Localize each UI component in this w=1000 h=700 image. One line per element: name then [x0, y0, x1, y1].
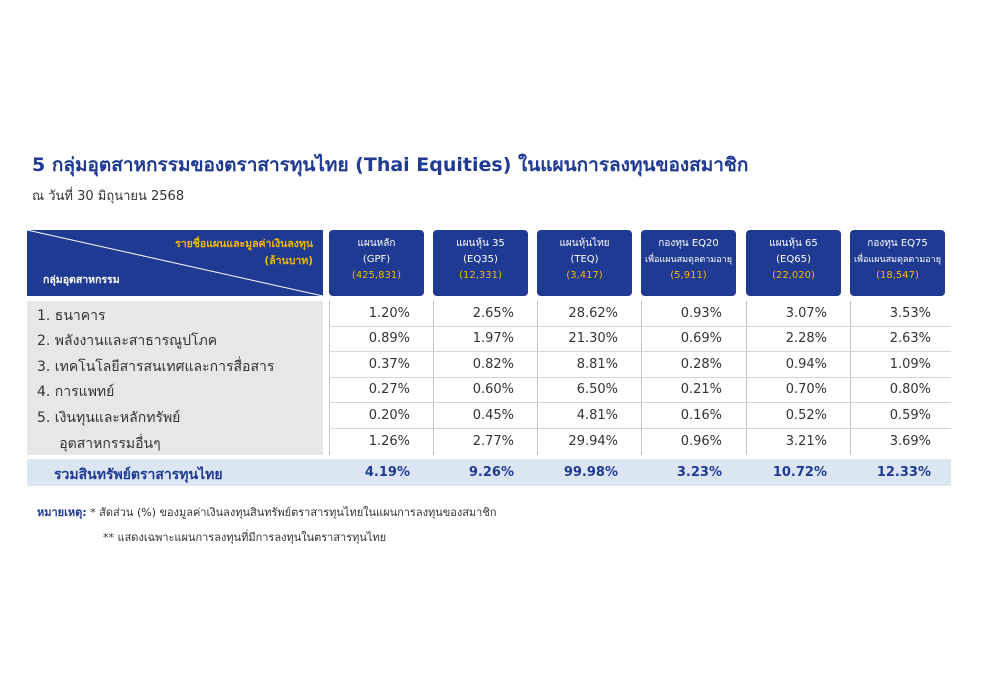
industry-header-label: กลุ่มอุตสาหกรรม	[43, 274, 120, 286]
plan-header-line1: รายชื่อแผนและมูลค่าเงินลงทุน	[175, 238, 313, 250]
column-header-gpf	[329, 230, 424, 296]
grid-line	[329, 326, 951, 327]
table-cell: 2.77%	[472, 434, 514, 449]
table-cell: 0.20%	[368, 408, 410, 423]
column-title: แผนหลัก	[357, 238, 396, 249]
total-cell: 10.72%	[772, 465, 827, 480]
column-header-eq75	[850, 230, 945, 296]
table-cell: 0.28%	[680, 357, 722, 372]
grid-line	[537, 301, 538, 455]
row-label: 4. การแพทย์	[37, 384, 115, 400]
table-cell: 3.07%	[785, 306, 827, 321]
as-of-date: ณ วันที่ 30 มิถุนายน 2568	[32, 189, 185, 204]
table-cell: 0.70%	[785, 382, 827, 397]
column-title: แผนหุ้นไทย	[559, 238, 610, 249]
total-cell: 12.33%	[876, 465, 931, 480]
row-label: 1. ธนาคาร	[37, 308, 106, 324]
table-cell: 0.37%	[368, 357, 410, 372]
table-cell: 0.82%	[472, 357, 514, 372]
footnote-1-text: * สัดส่วน (%) ของมูลค่าเงินลงทุนสินทรัพย์ตราสารทุนไทยในแผนการลงทุนของสมาชิก	[90, 506, 497, 519]
table-cell: 0.93%	[680, 306, 722, 321]
total-cell: 99.98%	[563, 465, 618, 480]
table-cell: 0.60%	[472, 382, 514, 397]
grid-line	[329, 428, 951, 429]
grid-line	[433, 301, 434, 455]
table-cell: 1.97%	[472, 331, 514, 346]
grid-line	[850, 301, 851, 455]
table-cell: 21.30%	[568, 331, 618, 346]
table-cell: 0.27%	[368, 382, 410, 397]
row-label: 3. เทคโนโลยีสารสนเทศและการสื่อสาร	[37, 359, 275, 375]
column-title: กองทุน EQ75	[867, 238, 928, 249]
total-row-label: รวมสินทรัพย์ตราสารทุนไทย	[54, 467, 223, 483]
column-subtitle: (GPF)	[362, 254, 391, 265]
row-label: 2. พลังงานและสาธารณูปโภค	[37, 333, 218, 349]
grid-line	[641, 301, 642, 455]
column-header-eq20	[641, 230, 736, 296]
plan-header-line2: (ล้านบาท)	[264, 255, 313, 267]
column-amount: (18,547)	[876, 270, 919, 281]
row-label: อุตสาหกรรมอื่นๆ	[37, 436, 161, 452]
table-cell: 0.94%	[785, 357, 827, 372]
table-cell: 28.62%	[568, 306, 618, 321]
column-header-eq65	[746, 230, 841, 296]
table-cell: 3.69%	[889, 434, 931, 449]
table-cell: 2.28%	[785, 331, 827, 346]
column-subtitle: เพื่อแผนสมดุลตามอายุ	[854, 255, 941, 265]
grid-line	[329, 402, 951, 403]
table-cell: 29.94%	[568, 434, 618, 449]
column-header-teq	[537, 230, 632, 296]
table-cell: 0.89%	[368, 331, 410, 346]
column-header-eq35	[433, 230, 528, 296]
table-cell: 0.52%	[785, 408, 827, 423]
table-cell: 1.26%	[368, 434, 410, 449]
page-title: 5 กลุ่มอุตสาหกรรมของตราสารทุนไทย (Thai Equities) ในแผนการลงทุนของสมาชิก	[32, 154, 749, 176]
column-amount: (22,020)	[772, 270, 815, 281]
column-amount: (5,911)	[670, 270, 707, 281]
footnote-label: หมายเหตุ:	[37, 506, 87, 519]
table-cell: 2.65%	[472, 306, 514, 321]
plan-header-label	[175, 236, 313, 270]
total-cell: 9.26%	[468, 465, 514, 480]
table-cell: 3.21%	[785, 434, 827, 449]
row-label: 5. เงินทุนและหลักทรัพย์	[37, 410, 181, 426]
table-cell: 0.16%	[680, 408, 722, 423]
table-cell: 6.50%	[576, 382, 618, 397]
footnote-2: ** แสดงเฉพาะแผนการลงทุนที่มีการลงทุนในตราสารทุนไทย	[103, 531, 387, 544]
table-cell: 0.59%	[889, 408, 931, 423]
footnote-1	[37, 503, 497, 521]
table-corner-header	[27, 230, 323, 296]
table-cell: 0.45%	[472, 408, 514, 423]
column-title: แผนหุ้น 35	[456, 238, 505, 249]
column-amount: (12,331)	[459, 270, 502, 281]
grid-line	[329, 377, 951, 378]
table-cell: 3.53%	[889, 306, 931, 321]
column-amount: (425,831)	[351, 270, 402, 281]
table-cell: 8.81%	[576, 357, 618, 372]
column-title: กองทุน EQ20	[658, 238, 719, 249]
table-cell: 2.63%	[889, 331, 931, 346]
total-cell: 3.23%	[676, 465, 722, 480]
grid-line	[746, 301, 747, 455]
table-cell: 0.96%	[680, 434, 722, 449]
table-cell: 4.81%	[576, 408, 618, 423]
column-subtitle: (EQ65)	[776, 254, 811, 265]
column-subtitle: (TEQ)	[570, 254, 599, 265]
column-subtitle: เพื่อแผนสมดุลตามอายุ	[645, 255, 732, 265]
table-cell: 0.21%	[680, 382, 722, 397]
total-cell: 4.19%	[364, 465, 410, 480]
column-title: แผนหุ้น 65	[769, 238, 818, 249]
column-subtitle: (EQ35)	[463, 254, 498, 265]
table-cell: 1.09%	[889, 357, 931, 372]
grid-line	[329, 351, 951, 352]
grid-line	[329, 301, 330, 455]
column-amount: (3,417)	[566, 270, 603, 281]
table-cell: 0.69%	[680, 331, 722, 346]
table-cell: 0.80%	[889, 382, 931, 397]
table-cell: 1.20%	[368, 306, 410, 321]
